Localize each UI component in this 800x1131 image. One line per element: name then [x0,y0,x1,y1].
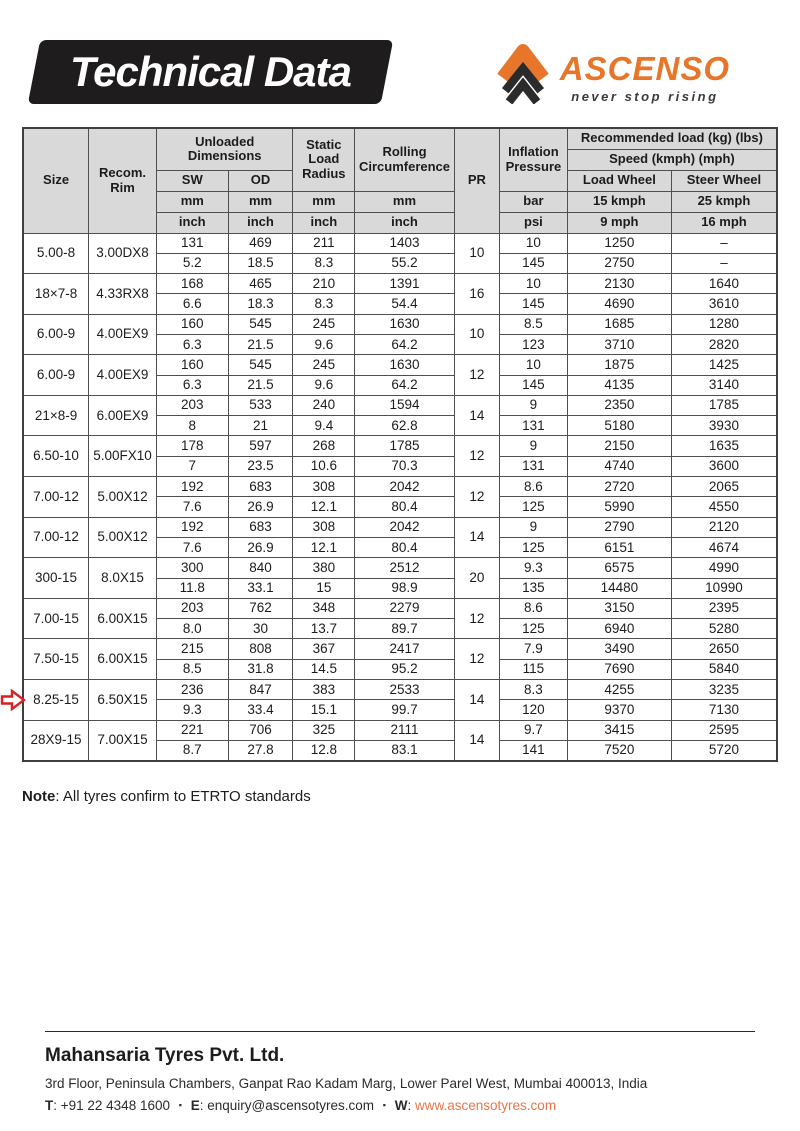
cell-size: 21×8-9 [23,395,89,436]
technical-data-table [22,127,778,762]
cell-pressure-bar: 10 [499,233,567,253]
cell-size: 28X9-15 [23,720,89,761]
cell-steer-wheel-lbs: 3930 [671,416,777,436]
cell-load-wheel-kg: 3490 [567,639,671,659]
cell-size: 6.00-9 [23,314,89,355]
cell-od-inch: 21 [228,416,293,436]
cell-rim: 6.00X15 [89,639,157,680]
brand-logo [495,42,730,104]
cell-steer-wheel-kg: – [671,233,777,253]
cell-sw-inch: 11.8 [156,578,228,598]
cell-slr-mm: 367 [293,639,355,659]
head-row-1 [23,128,777,149]
page-header [0,0,800,104]
cell-load-wheel-lbs: 5180 [567,416,671,436]
cell-pressure-psi: 125 [499,619,567,639]
cell-slr-mm: 210 [293,274,355,294]
brand-text-block [560,42,730,104]
cell-slr-inch: 9.6 [293,375,355,395]
steer-wheel-speed-mph: 16 mph [671,212,777,233]
cell-steer-wheel-kg: 2395 [671,598,777,618]
cell-od-mm: 683 [228,517,293,537]
cell-sw-mm: 236 [156,680,228,700]
spec-row-metric [23,639,777,659]
spec-row-metric [23,720,777,740]
cell-slr-mm: 308 [293,517,355,537]
cell-sw-mm: 160 [156,355,228,375]
cell-sw-inch: 8 [156,416,228,436]
cell-rc-mm: 2417 [355,639,455,659]
cell-pr: 20 [454,558,499,599]
cell-steer-wheel-lbs: – [671,253,777,273]
cell-slr-mm: 211 [293,233,355,253]
cell-rc-inch: 99.7 [355,700,455,720]
cell-pressure-bar: 10 [499,355,567,375]
cell-od-mm: 465 [228,274,293,294]
bullet-separator-icon: ▪ [178,1100,182,1110]
page-title: Technical Data [70,48,351,95]
spec-row-metric [23,355,777,375]
cell-slr-mm: 380 [293,558,355,578]
footer-divider [45,1031,755,1032]
title-banner [28,40,393,104]
cell-pressure-psi: 125 [499,497,567,517]
cell-steer-wheel-lbs: 3610 [671,294,777,314]
cell-rc-inch: 64.2 [355,334,455,354]
cell-pressure-psi: 135 [499,578,567,598]
unit-od-inch: inch [228,212,293,233]
cell-od-inch: 31.8 [228,659,293,679]
cell-load-wheel-lbs: 7520 [567,740,671,760]
cell-sw-mm: 203 [156,598,228,618]
cell-rc-mm: 2279 [355,598,455,618]
cell-sw-inch: 8.7 [156,740,228,760]
cell-pressure-bar: 8.6 [499,477,567,497]
cell-sw-mm: 192 [156,517,228,537]
cell-load-wheel-kg: 2790 [567,517,671,537]
table-head [23,128,777,233]
col-header-unloaded-dimensions: Unloaded Dimensions [156,128,292,170]
cell-pr: 12 [454,598,499,639]
bullet-separator-icon: ▪ [382,1100,386,1110]
cell-sw-inch: 6.3 [156,334,228,354]
cell-rim: 5.00X12 [89,517,157,558]
cell-load-wheel-kg: 4255 [567,680,671,700]
unit-rc-mm: mm [355,191,455,212]
cell-steer-wheel-kg: 4990 [671,558,777,578]
load-wheel-speed-mph: 9 mph [567,212,671,233]
cell-sw-mm: 215 [156,639,228,659]
cell-rc-mm: 2042 [355,517,455,537]
cell-steer-wheel-lbs: 5720 [671,740,777,760]
cell-size: 7.00-12 [23,517,89,558]
cell-rc-mm: 1630 [355,355,455,375]
cell-slr-inch: 12.8 [293,740,355,760]
cell-steer-wheel-kg: 2595 [671,720,777,740]
steer-wheel-speed-kmph: 25 kmph [671,191,777,212]
cell-rim: 4.00EX9 [89,355,157,396]
col-header-steer-wheel: Steer Wheel [671,170,777,191]
cell-slr-mm: 245 [293,314,355,334]
cell-rc-mm: 1785 [355,436,455,456]
cell-steer-wheel-lbs: 10990 [671,578,777,598]
cell-sw-mm: 160 [156,314,228,334]
cell-rim: 6.00EX9 [89,395,157,436]
cell-slr-mm: 240 [293,395,355,415]
cell-sw-mm: 203 [156,395,228,415]
cell-steer-wheel-kg: 3235 [671,680,777,700]
cell-slr-inch: 8.3 [293,294,355,314]
cell-slr-inch: 9.4 [293,416,355,436]
page-footer [45,1031,755,1113]
cell-rim: 6.00X15 [89,598,157,639]
cell-od-mm: 545 [228,355,293,375]
cell-size: 6.50-10 [23,436,89,477]
load-wheel-speed-kmph: 15 kmph [567,191,671,212]
cell-load-wheel-lbs: 7690 [567,659,671,679]
cell-load-wheel-kg: 2350 [567,395,671,415]
brand-name: ASCENSO [559,50,730,87]
cell-steer-wheel-kg: 1785 [671,395,777,415]
cell-rc-inch: 55.2 [355,253,455,273]
cell-rc-inch: 64.2 [355,375,455,395]
cell-sw-inch: 8.0 [156,619,228,639]
cell-od-mm: 847 [228,680,293,700]
cell-load-wheel-lbs: 6940 [567,619,671,639]
cell-load-wheel-kg: 2150 [567,436,671,456]
cell-od-mm: 762 [228,598,293,618]
cell-rc-inch: 70.3 [355,456,455,476]
cell-slr-inch: 9.6 [293,334,355,354]
cell-pr: 16 [454,274,499,315]
cell-od-inch: 27.8 [228,740,293,760]
cell-od-inch: 33.4 [228,700,293,720]
cell-rc-mm: 2533 [355,680,455,700]
cell-slr-inch: 13.7 [293,619,355,639]
cell-pressure-psi: 145 [499,294,567,314]
row-pointer-arrow [0,688,26,712]
cell-pressure-bar: 10 [499,274,567,294]
cell-slr-inch: 12.1 [293,537,355,557]
unit-slr-mm: mm [293,191,355,212]
cell-sw-mm: 131 [156,233,228,253]
cell-rim: 6.50X15 [89,680,157,721]
col-header-static-load-radius: Static Load Radius [293,128,355,191]
cell-steer-wheel-lbs: 5840 [671,659,777,679]
spec-row-metric [23,314,777,334]
spec-row-metric [23,558,777,578]
cell-load-wheel-kg: 3415 [567,720,671,740]
cell-slr-inch: 15.1 [293,700,355,720]
cell-od-mm: 545 [228,314,293,334]
cell-rc-mm: 2111 [355,720,455,740]
cell-rc-mm: 2042 [355,477,455,497]
cell-pressure-bar: 9.7 [499,720,567,740]
cell-sw-inch: 6.6 [156,294,228,314]
cell-slr-mm: 245 [293,355,355,375]
spec-row-metric [23,517,777,537]
col-header-rolling-circumference: Rolling Circumference [355,128,455,191]
cell-steer-wheel-lbs: 5280 [671,619,777,639]
cell-load-wheel-lbs: 6151 [567,537,671,557]
website-link[interactable]: www.ascensotyres.com [415,1098,557,1113]
spec-row-metric [23,598,777,618]
cell-od-mm: 840 [228,558,293,578]
spec-row-metric [23,477,777,497]
cell-steer-wheel-lbs: 7130 [671,700,777,720]
cell-load-wheel-lbs: 4690 [567,294,671,314]
cell-pressure-psi: 145 [499,253,567,273]
unit-bar: bar [499,191,567,212]
cell-pressure-psi: 125 [499,537,567,557]
note-label: Note [22,787,56,805]
cell-size: 7.50-15 [23,639,89,680]
cell-load-wheel-kg: 3150 [567,598,671,618]
cell-pressure-bar: 9 [499,436,567,456]
cell-sw-mm: 300 [156,558,228,578]
cell-pressure-psi: 145 [499,375,567,395]
cell-sw-mm: 168 [156,274,228,294]
ascenso-mountain-icon [495,42,551,104]
cell-steer-wheel-kg: 2650 [671,639,777,659]
cell-steer-wheel-kg: 1280 [671,314,777,334]
cell-rim: 5.00FX10 [89,436,157,477]
table-body [23,233,777,761]
cell-sw-inch: 5.2 [156,253,228,273]
cell-od-inch: 26.9 [228,537,293,557]
phone-value: : +91 22 4348 1600 [53,1098,170,1113]
cell-pressure-psi: 123 [499,334,567,354]
spec-row-metric [23,436,777,456]
cell-rim: 4.00EX9 [89,314,157,355]
cell-rc-mm: 1403 [355,233,455,253]
email-value: : enquiry@ascensotyres.com [199,1098,375,1113]
cell-load-wheel-kg: 1875 [567,355,671,375]
cell-size: 7.00-15 [23,598,89,639]
col-header-load-wheel: Load Wheel [567,170,671,191]
cell-slr-inch: 15 [293,578,355,598]
cell-rc-inch: 89.7 [355,619,455,639]
cell-sw-mm: 178 [156,436,228,456]
col-header-size: Size [23,128,89,233]
cell-size: 6.00-9 [23,355,89,396]
col-header-od: OD [228,170,293,191]
cell-sw-inch: 7.6 [156,537,228,557]
cell-pressure-psi: 120 [499,700,567,720]
unit-sw-inch: inch [156,212,228,233]
cell-od-mm: 533 [228,395,293,415]
cell-pr: 14 [454,395,499,436]
cell-pressure-bar: 8.6 [499,598,567,618]
cell-load-wheel-kg: 1250 [567,233,671,253]
cell-rc-mm: 1594 [355,395,455,415]
brand-tagline: never stop rising [571,89,719,104]
cell-load-wheel-lbs: 5990 [567,497,671,517]
cell-slr-inch: 12.1 [293,497,355,517]
company-address: 3rd Floor, Peninsula Chambers, Ganpat Rao Kadam Marg, Lower Parel West, Mumbai 400013, India [45,1076,648,1091]
cell-steer-wheel-lbs: 3140 [671,375,777,395]
cell-size: 5.00-8 [23,233,89,274]
cell-od-mm: 808 [228,639,293,659]
cell-sw-inch: 7 [156,456,228,476]
cell-od-mm: 597 [228,436,293,456]
cell-size: 18×7-8 [23,274,89,315]
cell-pr: 14 [454,517,499,558]
cell-pr: 12 [454,436,499,477]
cell-sw-inch: 7.6 [156,497,228,517]
website-colon: : [407,1098,416,1113]
cell-load-wheel-kg: 2130 [567,274,671,294]
cell-rc-inch: 98.9 [355,578,455,598]
cell-steer-wheel-kg: 2120 [671,517,777,537]
cell-pr: 12 [454,477,499,518]
cell-pressure-psi: 131 [499,456,567,476]
col-header-rim: Recom. Rim [89,128,157,233]
spec-row-metric [23,274,777,294]
email-label: E [190,1098,200,1113]
cell-sw-inch: 8.5 [156,659,228,679]
col-header-pr: PR [454,128,499,233]
cell-rc-inch: 62.8 [355,416,455,436]
cell-pressure-psi: 131 [499,416,567,436]
cell-pressure-bar: 8.5 [499,314,567,334]
cell-rim: 4.33RX8 [89,274,157,315]
cell-rc-mm: 1391 [355,274,455,294]
cell-sw-mm: 192 [156,477,228,497]
cell-size: 300-15 [23,558,89,599]
cell-rim: 8.0X15 [89,558,157,599]
cell-steer-wheel-kg: 2065 [671,477,777,497]
col-header-inflation-pressure: Inflation Pressure [499,128,567,191]
cell-pr: 14 [454,680,499,721]
unit-psi: psi [499,212,567,233]
cell-slr-inch: 8.3 [293,253,355,273]
cell-rim: 5.00X12 [89,477,157,518]
cell-pressure-bar: 8.3 [499,680,567,700]
cell-sw-mm: 221 [156,720,228,740]
unit-sw-mm: mm [156,191,228,212]
cell-rim: 3.00DX8 [89,233,157,274]
cell-pressure-psi: 115 [499,659,567,679]
unit-rc-inch: inch [355,212,455,233]
cell-slr-mm: 308 [293,477,355,497]
cell-od-inch: 26.9 [228,497,293,517]
cell-od-inch: 21.5 [228,375,293,395]
cell-sw-inch: 6.3 [156,375,228,395]
cell-load-wheel-lbs: 2750 [567,253,671,273]
note-text: : All tyres confirm to ETRTO standards [55,787,311,805]
cell-load-wheel-kg: 6575 [567,558,671,578]
cell-load-wheel-lbs: 4740 [567,456,671,476]
cell-pressure-bar: 9 [499,517,567,537]
cell-pr: 12 [454,639,499,680]
cell-steer-wheel-lbs: 4674 [671,537,777,557]
cell-slr-inch: 10.6 [293,456,355,476]
col-header-recommended-load: Recommended load (kg) (lbs) [567,128,777,149]
cell-slr-mm: 325 [293,720,355,740]
cell-pr: 10 [454,233,499,274]
cell-od-mm: 683 [228,477,293,497]
cell-rc-mm: 2512 [355,558,455,578]
cell-pressure-psi: 141 [499,740,567,760]
cell-steer-wheel-kg: 1640 [671,274,777,294]
cell-pressure-bar: 9 [499,395,567,415]
col-header-sw: SW [156,170,228,191]
cell-pr: 10 [454,314,499,355]
cell-od-mm: 469 [228,233,293,253]
cell-steer-wheel-lbs: 3600 [671,456,777,476]
note [22,788,800,805]
cell-od-mm: 706 [228,720,293,740]
cell-od-inch: 23.5 [228,456,293,476]
cell-slr-mm: 268 [293,436,355,456]
cell-rc-inch: 95.2 [355,659,455,679]
cell-slr-inch: 14.5 [293,659,355,679]
cell-rc-inch: 83.1 [355,740,455,760]
cell-od-inch: 18.3 [228,294,293,314]
cell-load-wheel-lbs: 4135 [567,375,671,395]
cell-rc-mm: 1630 [355,314,455,334]
website-label: W [394,1098,408,1113]
spec-row-metric [23,233,777,253]
cell-load-wheel-lbs: 9370 [567,700,671,720]
phone-label: T [45,1098,54,1113]
contact-line [45,1098,755,1113]
cell-pressure-bar: 7.9 [499,639,567,659]
unit-od-mm: mm [228,191,293,212]
cell-load-wheel-lbs: 14480 [567,578,671,598]
cell-steer-wheel-kg: 1635 [671,436,777,456]
cell-load-wheel-kg: 1685 [567,314,671,334]
cell-pr: 12 [454,355,499,396]
cell-sw-inch: 9.3 [156,700,228,720]
cell-steer-wheel-kg: 1425 [671,355,777,375]
cell-od-inch: 33.1 [228,578,293,598]
cell-od-inch: 30 [228,619,293,639]
cell-rim: 7.00X15 [89,720,157,761]
cell-od-inch: 18.5 [228,253,293,273]
cell-rc-inch: 54.4 [355,294,455,314]
company-name: Mahansaria Tyres Pvt. Ltd. [45,1045,285,1066]
col-header-speed: Speed (kmph) (mph) [567,149,777,170]
cell-rc-inch: 80.4 [355,537,455,557]
cell-steer-wheel-lbs: 2820 [671,334,777,354]
cell-steer-wheel-lbs: 4550 [671,497,777,517]
cell-rc-inch: 80.4 [355,497,455,517]
cell-size: 7.00-12 [23,477,89,518]
cell-load-wheel-lbs: 3710 [567,334,671,354]
spec-row-metric [23,395,777,415]
cell-pressure-bar: 9.3 [499,558,567,578]
cell-load-wheel-kg: 2720 [567,477,671,497]
spec-row-metric [23,680,777,700]
unit-slr-inch: inch [293,212,355,233]
cell-slr-mm: 348 [293,598,355,618]
cell-pr: 14 [454,720,499,761]
cell-size: 8.25-15 [23,680,89,721]
cell-slr-mm: 383 [293,680,355,700]
cell-od-inch: 21.5 [228,334,293,354]
